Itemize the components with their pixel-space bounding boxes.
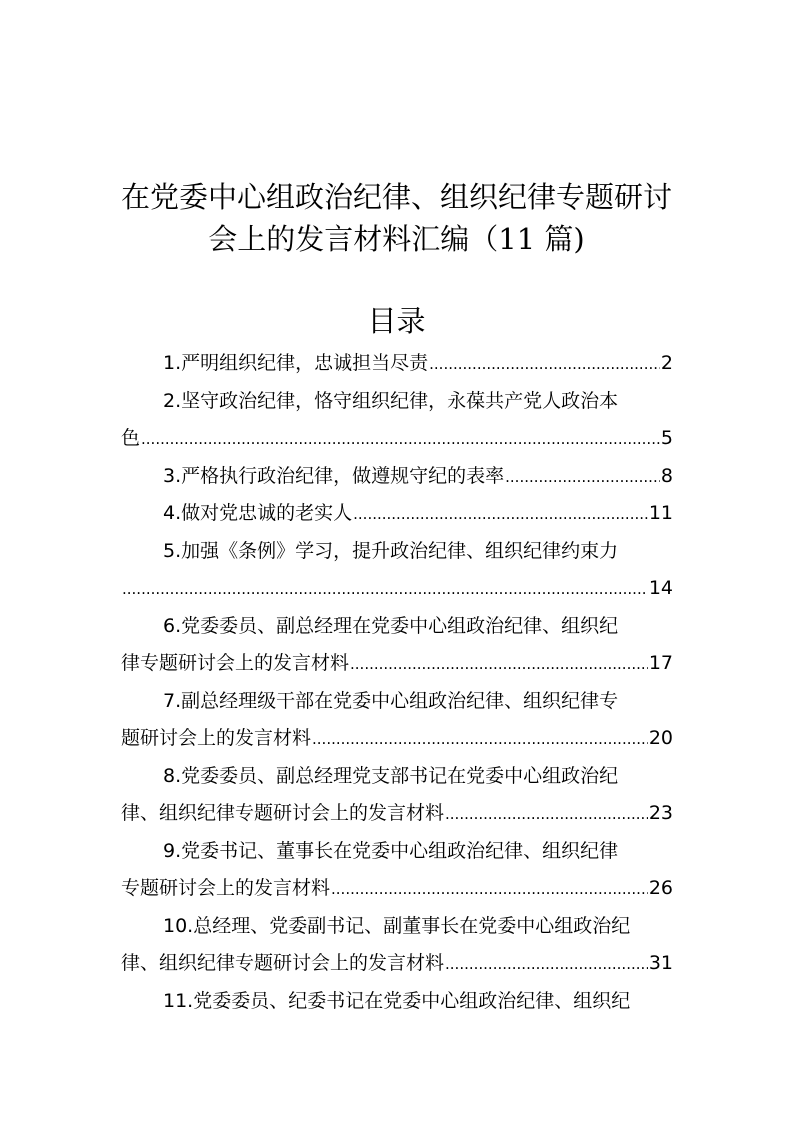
toc-page-number: 20 <box>648 727 673 749</box>
toc-entry-3[interactable] <box>121 458 673 496</box>
toc-entry-2-line2[interactable] <box>121 420 673 458</box>
toc-entry-text: 题研讨会上的发言材料 <box>121 727 312 749</box>
dot-leader <box>122 571 648 608</box>
toc-entry-text: 专题研讨会上的发言材料 <box>121 877 331 899</box>
toc-page-number: 14 <box>648 577 673 599</box>
toc-entry-text: 律专题研讨会上的发言材料 <box>121 652 350 674</box>
dot-leader <box>445 946 648 983</box>
toc-entry-5-line2[interactable] <box>121 570 673 608</box>
toc-page-number: 11 <box>648 502 673 524</box>
toc-entry-text: 律、组织纪律专题研讨会上的发言材料 <box>121 952 445 974</box>
dot-leader <box>141 421 660 458</box>
toc-entry-2-line1[interactable] <box>121 383 673 421</box>
toc-entry-text: 8.党委委员、副总经理党支部书记在党委中心组政治纪 <box>163 764 619 787</box>
toc-entry-text: 3.严格执行政治纪律，做遵规守纪的表率 <box>163 464 505 487</box>
dot-leader <box>353 496 648 533</box>
toc-entry-text: 11.党委委员、纪委书记在党委中心组政治纪律、组织纪 <box>163 989 631 1012</box>
toc-page-number: 23 <box>648 802 673 824</box>
dot-leader <box>331 871 648 908</box>
toc-entry-9-line1[interactable] <box>121 833 673 871</box>
toc-entry-text: 2.坚守政治纪律，恪守组织纪律，永葆共产党人政治本 <box>163 389 619 412</box>
toc-entry-7-line1[interactable] <box>121 683 673 721</box>
toc-entry-6-line1[interactable] <box>121 608 673 646</box>
toc-entry-text: 5.加强《条例》学习，提升政治纪律、组织纪律约束力 <box>163 539 619 562</box>
toc-page-number: 2 <box>660 352 673 374</box>
title-line-1: 在党委中心组政治纪律、组织纪律专题研讨 <box>120 180 672 214</box>
toc-entry-6-line2[interactable] <box>121 645 673 683</box>
toc-entry-8-line1[interactable] <box>121 758 673 796</box>
toc-entry-8-line2[interactable] <box>121 795 673 833</box>
dot-leader <box>505 459 660 496</box>
toc-entry-text: 7.副总经理级干部在党委中心组政治纪律、组织纪律专 <box>163 689 619 712</box>
toc-entry-text: 4.做对党忠诚的老实人 <box>163 502 353 524</box>
toc-page-number: 8 <box>660 464 673 487</box>
toc-entry-text: 色 <box>121 427 141 449</box>
dot-leader <box>429 346 660 383</box>
toc-page-number: 31 <box>648 952 673 974</box>
toc-entry-text: 律、组织纪律专题研讨会上的发言材料 <box>121 802 445 824</box>
toc-entry-10-line2[interactable] <box>121 945 673 983</box>
toc-entry-9-line2[interactable] <box>121 870 673 908</box>
toc-entry-10-line1[interactable] <box>121 908 673 946</box>
dot-leader <box>445 796 648 833</box>
dot-leader <box>312 721 648 758</box>
toc-page-number: 26 <box>648 877 673 899</box>
document-title <box>100 176 693 260</box>
toc-entry-1[interactable] <box>121 345 673 383</box>
toc-page-number: 5 <box>660 427 673 449</box>
toc-page-number: 17 <box>648 652 673 674</box>
dot-leader <box>350 646 648 683</box>
toc-entry-text: 1.严明组织纪律，忠诚担当尽责 <box>163 352 429 374</box>
title-line-2: 会上的发言材料汇编（11 篇) <box>208 222 585 256</box>
toc-entry-11-line1[interactable] <box>121 983 673 1021</box>
toc-entry-text: 10.总经理、党委副书记、副董事长在党委中心组政治纪 <box>163 914 631 937</box>
toc-entry-text: 6.党委委员、副总经理在党委中心组政治纪律、组织纪 <box>163 614 619 637</box>
toc-entry-5-line1[interactable] <box>121 533 673 571</box>
toc-entry-text: 9.党委书记、董事长在党委中心组政治纪律、组织纪律 <box>163 839 619 862</box>
toc-heading: 目录 <box>367 304 426 338</box>
toc-entry-4[interactable] <box>121 495 673 533</box>
toc-entry-7-line2[interactable] <box>121 720 673 758</box>
table-of-contents <box>121 345 673 1020</box>
